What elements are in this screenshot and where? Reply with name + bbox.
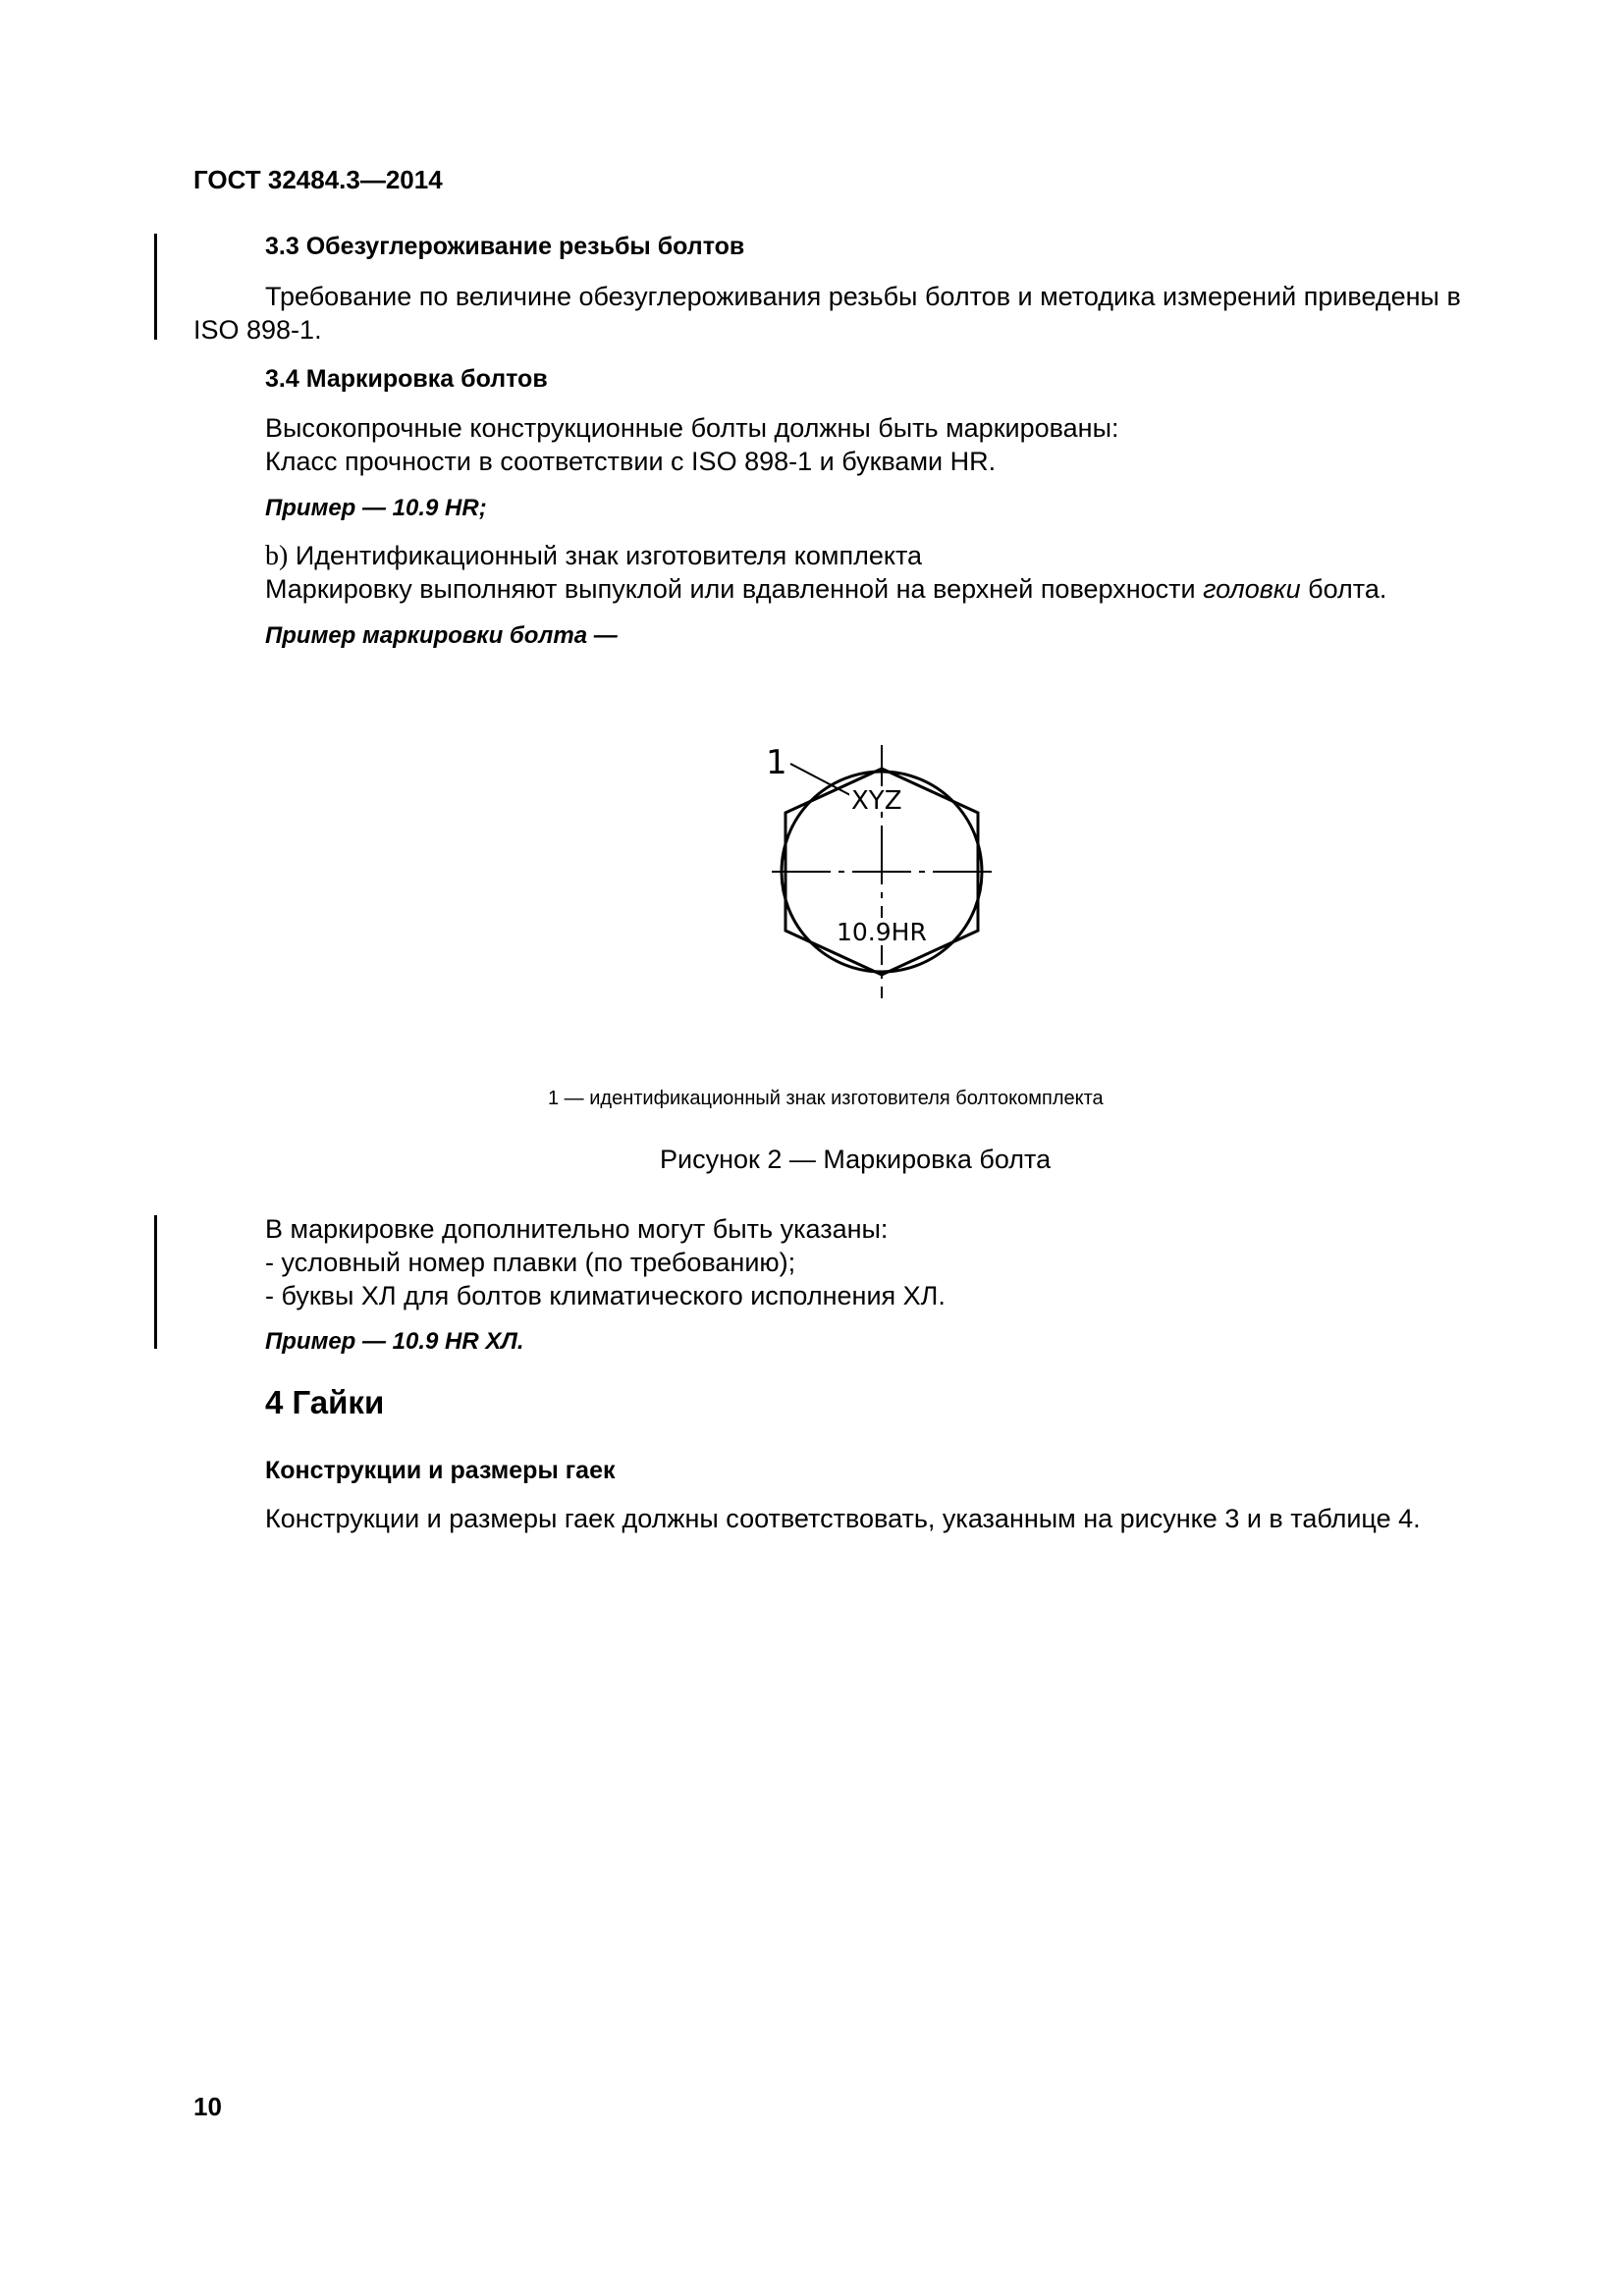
section-4-paragraph: Конструкции и размеры гаек должны соответствовать, указанным на рисунке 3 и в таблице 4. bbox=[265, 1504, 1421, 1533]
revision-change-bar bbox=[154, 1215, 157, 1349]
section-3-4-line4 bbox=[265, 572, 1386, 606]
example-1: Пример — 10.9 HR; bbox=[265, 495, 487, 521]
list-item-b-text: Идентификационный знак изготовителя комплекта bbox=[288, 541, 923, 570]
section-3-3-paragraph-line2: ISO 898-1. bbox=[193, 315, 322, 345]
additional-line1: В маркировке дополнительно могут быть указаны: bbox=[265, 1214, 889, 1244]
section-4-subheading: Конструкции и размеры гаек bbox=[265, 1457, 616, 1484]
top-mark-text: XYZ bbox=[851, 786, 902, 816]
bolt-marking-figure bbox=[746, 731, 1011, 1001]
figure-caption: Рисунок 2 — Маркировка болта bbox=[660, 1145, 1052, 1174]
section-3-3-paragraph-line1: Требование по величине обезуглероживания резьбы болтов и методика измерений приведены в bbox=[265, 282, 1461, 311]
list-item-b bbox=[265, 539, 922, 573]
callout-number: 1 bbox=[766, 743, 787, 782]
section-3-4-line2: Класс прочности в соответствии с ISO 898-1 и буквами HR. bbox=[265, 447, 997, 476]
section-3-4-line1: Высокопрочные конструкционные болты должны быть маркированы: bbox=[265, 413, 1119, 443]
additional-line2: - условный номер плавки (по требованию); bbox=[265, 1248, 796, 1277]
line4-post: болта. bbox=[1300, 574, 1387, 604]
figure-legend: 1 — идентификационный знак изготовителя болтокомплекта bbox=[548, 1088, 1104, 1109]
list-marker-b: b) bbox=[265, 541, 289, 571]
example-3: Пример — 10.9 HR ХЛ. bbox=[265, 1328, 524, 1355]
example-2: Пример маркировки болта — bbox=[265, 622, 618, 649]
bottom-mark-text: 10.9HR bbox=[837, 918, 927, 946]
additional-line3: - буквы ХЛ для болтов климатического исполнения ХЛ. bbox=[265, 1281, 946, 1310]
section-4-heading: 4 Гайки bbox=[265, 1384, 385, 1420]
section-3-4-heading: 3.4 Маркировка болтов bbox=[265, 365, 548, 393]
section-3-3-heading: 3.3 Обезуглероживание резьбы болтов bbox=[265, 233, 745, 260]
revision-change-bar bbox=[154, 234, 157, 340]
page-number: 10 bbox=[193, 2092, 222, 2121]
line4-pre: Маркировку выполняют выпуклой или вдавленной на верхней поверхности bbox=[265, 574, 1204, 604]
line4-italic: головки bbox=[1203, 574, 1301, 604]
document-header: ГОСТ 32484.3—2014 bbox=[193, 165, 443, 194]
